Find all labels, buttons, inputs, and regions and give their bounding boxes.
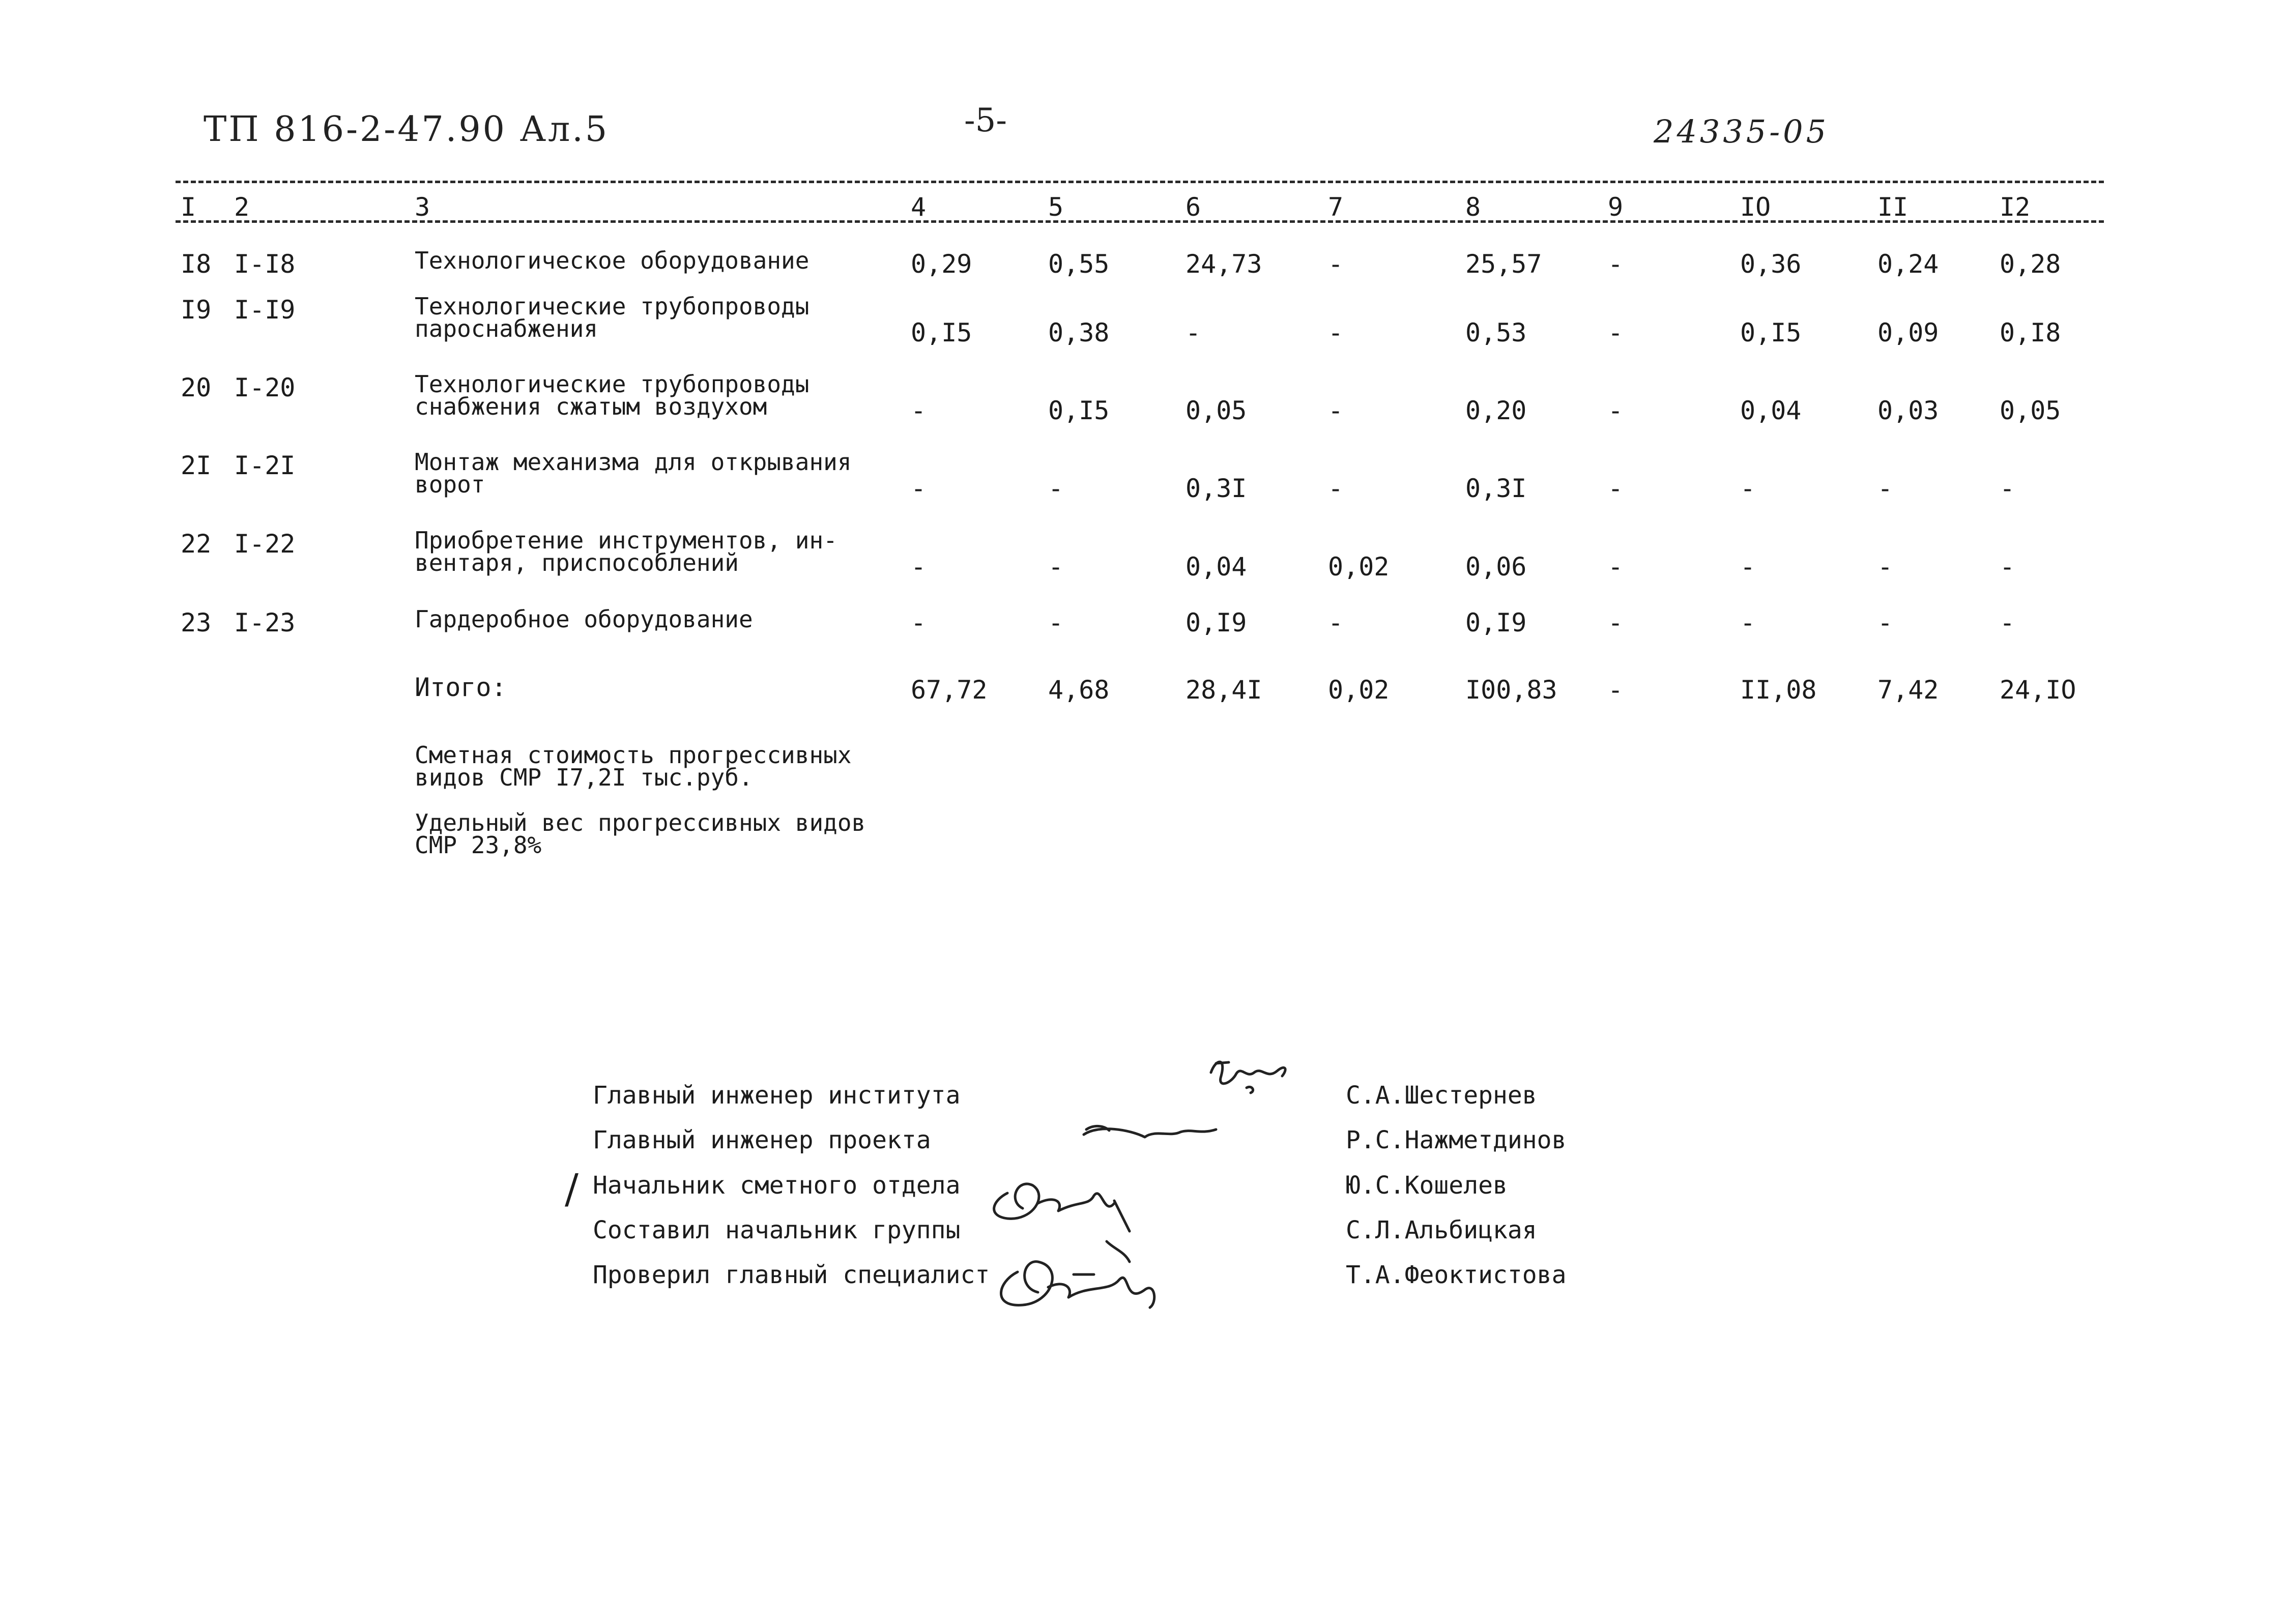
column-header: 3 (415, 192, 430, 222)
row-code: I-20 (234, 373, 296, 402)
table-row (0, 448, 2284, 512)
signatory-name: Т.А.Феоктистова (1346, 1261, 1567, 1289)
cell-value: 0,I9 (1465, 608, 1527, 637)
cell-value: 0,05 (1186, 396, 1247, 425)
row-name: Технологическое оборудование (415, 247, 809, 274)
cell-value: 0,05 (2000, 396, 2061, 425)
signatory-role: Составил начальник группы (593, 1216, 961, 1244)
column-header: 6 (1186, 192, 1201, 222)
cell-value: 0,I5 (911, 318, 972, 347)
cell-value: - (1328, 608, 1344, 637)
column-header: II (1877, 192, 1909, 222)
cell-value: - (2000, 552, 2015, 582)
cell-value: 0,04 (1186, 552, 1247, 582)
column-header: 8 (1465, 192, 1481, 222)
cell-value: - (1877, 474, 1893, 503)
document-code: ТП 816-2-47.90 Ал.5 (204, 109, 610, 150)
signatory-role: Проверил главный специалист (593, 1261, 990, 1289)
cell-value: - (1328, 318, 1344, 347)
cell-value: - (1877, 608, 1893, 637)
progressive-cost-note: Сметная стоимость прогрессивных видов СМР I7,2I тыс.руб. (415, 741, 852, 791)
cell-value: 0,04 (1740, 396, 1802, 425)
cell-value: 0,53 (1465, 318, 1527, 347)
total-value: - (1608, 675, 1624, 705)
column-header: IO (1740, 192, 1771, 222)
row-number: 23 (181, 608, 212, 637)
cell-value: 0,02 (1328, 552, 1390, 582)
cell-value: - (1048, 474, 1064, 503)
cell-value: - (1608, 396, 1624, 425)
cell-value: - (911, 474, 927, 503)
margin-slash-mark: / (565, 1165, 579, 1212)
column-header: I (181, 192, 196, 222)
cell-value: 0,20 (1465, 396, 1527, 425)
total-value: I00,83 (1465, 675, 1557, 705)
signatory-role: Начальник сметного отдела (593, 1171, 961, 1200)
row-number: I8 (181, 249, 212, 279)
cell-value: - (1608, 249, 1624, 279)
table-row (0, 529, 2284, 590)
total-value: 28,4I (1186, 675, 1262, 705)
row-code: I-23 (234, 608, 296, 637)
header-rule-bottom (176, 220, 2104, 223)
cell-value: 0,06 (1465, 552, 1527, 582)
cell-value: 25,57 (1465, 249, 1542, 279)
cell-value: - (1048, 552, 1064, 582)
cell-value: 0,3I (1186, 474, 1247, 503)
cell-value: - (1740, 474, 1756, 503)
cell-value: 0,I5 (1740, 318, 1802, 347)
total-value: 7,42 (1877, 675, 1939, 705)
cell-value: 0,3I (1465, 474, 1527, 503)
archive-number: 24335-05 (1654, 113, 1830, 150)
cell-value: 0,28 (2000, 249, 2061, 279)
cell-value: 0,09 (1877, 318, 1939, 347)
row-code: I-I8 (234, 249, 296, 279)
cell-value: 0,I8 (2000, 318, 2061, 347)
table-row (0, 295, 2284, 356)
column-header: I2 (2000, 192, 2031, 222)
cell-value: - (2000, 474, 2015, 503)
cell-value: - (1328, 474, 1344, 503)
row-name: Технологические трубопроводы снабжения сжатым воздухом (415, 370, 809, 420)
column-header: 5 (1048, 192, 1064, 222)
total-value: 67,72 (911, 675, 988, 705)
column-header: 4 (911, 192, 927, 222)
cell-value: 0,55 (1048, 249, 1110, 279)
cell-value: - (1328, 396, 1344, 425)
cell-value: 0,38 (1048, 318, 1110, 347)
cell-value: 24,73 (1186, 249, 1262, 279)
handwritten-signatures (977, 1048, 1333, 1313)
cell-value: 0,36 (1740, 249, 1802, 279)
header-rule-top (176, 181, 2104, 183)
progressive-share-note: Удельный вес прогрессивных видов СМР 23,8% (415, 809, 866, 859)
column-header: 7 (1328, 192, 1344, 222)
signatory-role: Главный инженер института (593, 1081, 961, 1110)
row-number: I9 (181, 295, 212, 325)
cell-value: - (911, 552, 927, 582)
cell-value: - (1186, 318, 1201, 347)
row-number: 2I (181, 451, 212, 480)
row-name: Монтаж механизма для открывания ворот (415, 448, 852, 498)
row-number: 20 (181, 373, 212, 402)
total-value: 0,02 (1328, 675, 1390, 705)
cell-value: - (911, 608, 927, 637)
total-value: II,08 (1740, 675, 1817, 705)
row-name: Приобретение инструментов, ин- вентаря, приспособлений (415, 527, 837, 576)
column-header: 9 (1608, 192, 1624, 222)
cell-value: - (2000, 608, 2015, 637)
cell-value: - (1740, 608, 1756, 637)
row-name: Гардеробное оборудование (415, 605, 753, 633)
cell-value: 0,29 (911, 249, 972, 279)
cell-value: 0,I5 (1048, 396, 1110, 425)
cell-value: - (1608, 608, 1624, 637)
page-number: -5- (964, 102, 1007, 139)
cell-value: 0,24 (1877, 249, 1939, 279)
cell-value: 0,03 (1877, 396, 1939, 425)
table-row (0, 370, 2284, 434)
total-value: 4,68 (1048, 675, 1110, 705)
signatory-name: Ю.С.Кошелев (1346, 1171, 1508, 1200)
cell-value: - (1877, 552, 1893, 582)
cell-value: - (1328, 249, 1344, 279)
signatory-name: С.Л.Альбицкая (1346, 1216, 1537, 1244)
row-code: I-22 (234, 529, 296, 559)
signatory-name: С.А.Шестернев (1346, 1081, 1537, 1110)
total-label: Итого: (415, 673, 507, 702)
signatory-role: Главный инженер проекта (593, 1126, 931, 1154)
cell-value: - (911, 396, 927, 425)
table-row (0, 605, 2284, 669)
cell-value: - (1048, 608, 1064, 637)
total-row (0, 673, 2284, 734)
cell-value: - (1608, 474, 1624, 503)
signatory-name: Р.С.Нажметдинов (1346, 1126, 1567, 1154)
column-header: 2 (234, 192, 250, 222)
cell-value: - (1608, 552, 1624, 582)
cell-value: - (1740, 552, 1756, 582)
row-code: I-2I (234, 451, 296, 480)
row-number: 22 (181, 529, 212, 559)
row-code: I-I9 (234, 295, 296, 325)
cell-value: - (1608, 318, 1624, 347)
total-value: 24,IO (2000, 675, 2076, 705)
row-name: Технологические трубопроводы пароснабжения (415, 293, 809, 342)
cell-value: 0,I9 (1186, 608, 1247, 637)
